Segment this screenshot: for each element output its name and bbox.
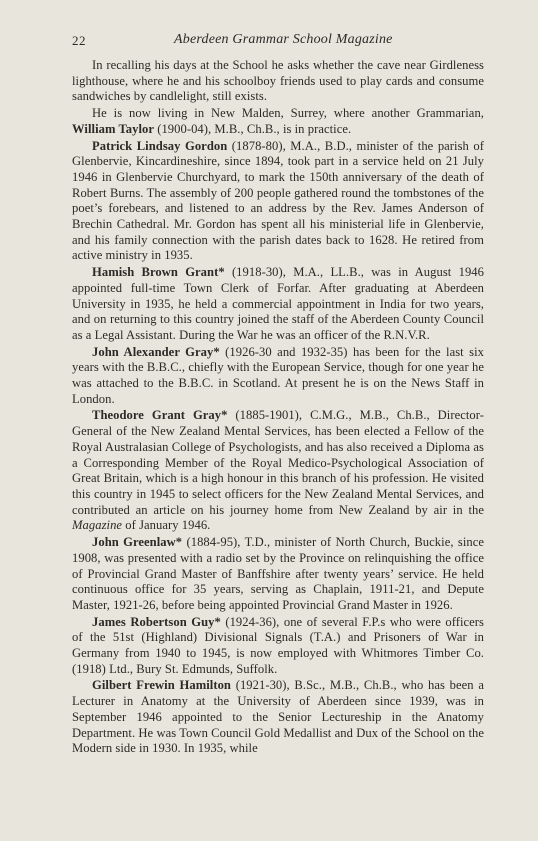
page-number: 22 [72,33,86,48]
magazine-title-italic: Magazine [72,518,123,533]
person-name: John Greenlaw* [92,535,183,550]
paragraph-james-robertson-guy: James Robertson Guy* (1924-36), one of several F.P.s who were officers of the 51st (Highland) Divisional Signals (T.A.) and Prisoners of War in Germany from 1940 to 1945, is now employed with Whitmores Timber Co. (1918) Ltd., Bury St. Edmunds, Suffolk. [72,614,484,676]
paragraph-john-greenlaw: John Greenlaw* (1884-95), T.D., minister of North Church, Buckie, since 1908, was presented with a radio set by the Province on relinquishing the office of Provincial Grand Master of Banffshire after twenty years’ service. He held continuous office for 35 years, serving as Chaplain, 1911-21, and Depute Master, 1921-26, before being appointed Provincial Grand Master in 1926. [72,535,485,612]
person-name: Patrick Lindsay Gordon [92,138,228,153]
person-name: Theodore Grant Gray* [92,408,228,423]
paragraph-new-malden: He is now living in New Malden, Surrey, where another Grammarian, William Taylor (1900-04), M.B., Ch.B., is in practice. [72,106,484,136]
paragraph-patrick-lindsay-gordon: Patrick Lindsay Gordon (1878-80), M.A., B.D., minister of the parish of Glenbervie, Kincardineshire, since 1894, took part in a service held on 21 July 1946 in Glenbervie Churchyard, to mark the 150th anniversary of the death of Robert Burns. The assembly of 200 people gathered round the tombstones of the poet’s forebears, and listened to an address by the Rev. James Anderson of Brechin Cathedral. Mr. Gordon has spent all his ministerial life in Glenbervie, and his family connection with the parish dates back to 1628. He retired from active ministry in 1935. [72,138,485,263]
person-name: Hamish Brown Grant* [92,265,225,280]
paragraph-gilbert-frewin-hamilton: Gilbert Frewin Hamilton (1921-30), B.Sc., M.B., Ch.B., who has been a Lecturer in Anatomy at the University of Aberdeen since 1939, was in September 1946 appointed to the Senior Lectureship in the Anatomy Department. He was Town Council Gold Medallist and Dux of the School on the Modern side in 1930. In 1935, while [72,678,484,756]
person-name: William Taylor [72,121,154,136]
running-head: Aberdeen Grammar School Magazine [174,32,393,47]
paragraph-john-alexander-gray: John Alexander Gray* (1926-30 and 1932-35) has been for the last six years with the B.B.C., chiefly with the European Service, though for one year he was attached to the B.B.C. in Scotland. At present he is on the News Staff in London. [72,344,485,406]
article-body [72,58,484,758]
person-name: James Robertson Guy* [92,614,221,629]
person-name: John Alexander Gray* [92,344,220,359]
paragraph-theodore-grant-gray: Theodore Grant Gray* (1885-1901), C.M.G., M.B., Ch.B., Director-General of the New Zealand Mental Services, has been elected a Fellow of the Royal Australasian College of Psychologists, and has also received a Diploma as a Corresponding Member of the Royal Medico-Psychological Association of Great Britain, which is a high honour in this branch of his profession. He visited this country in 1945 to select officers for the New Zealand Mental Services, and contributed an article on his journey home from New Zealand by air in the Magazine of January 1946. [72,408,484,533]
person-name: Gilbert Frewin Hamilton [92,678,231,693]
paragraph-cave-recollection: In recalling his days at the School he asks whether the cave near Girdleness lighthouse, where he and his schoolboy friends used to play cards and consume sandwiches by candlelight, still exists. [72,58,484,104]
page-header [72,33,482,53]
paragraph-hamish-brown-grant: Hamish Brown Grant* (1918-30), M.A., LL.B., was in August 1946 appointed full-time Town Clerk of Forfar. After graduating at Aberdeen University in 1935, he held a commercial appointment in India for two years, and on returning to this country joined the staff of the Aberdeen County Council as a Legal Assistant. During the War he was an officer of the R.N.V.R. [72,265,484,342]
